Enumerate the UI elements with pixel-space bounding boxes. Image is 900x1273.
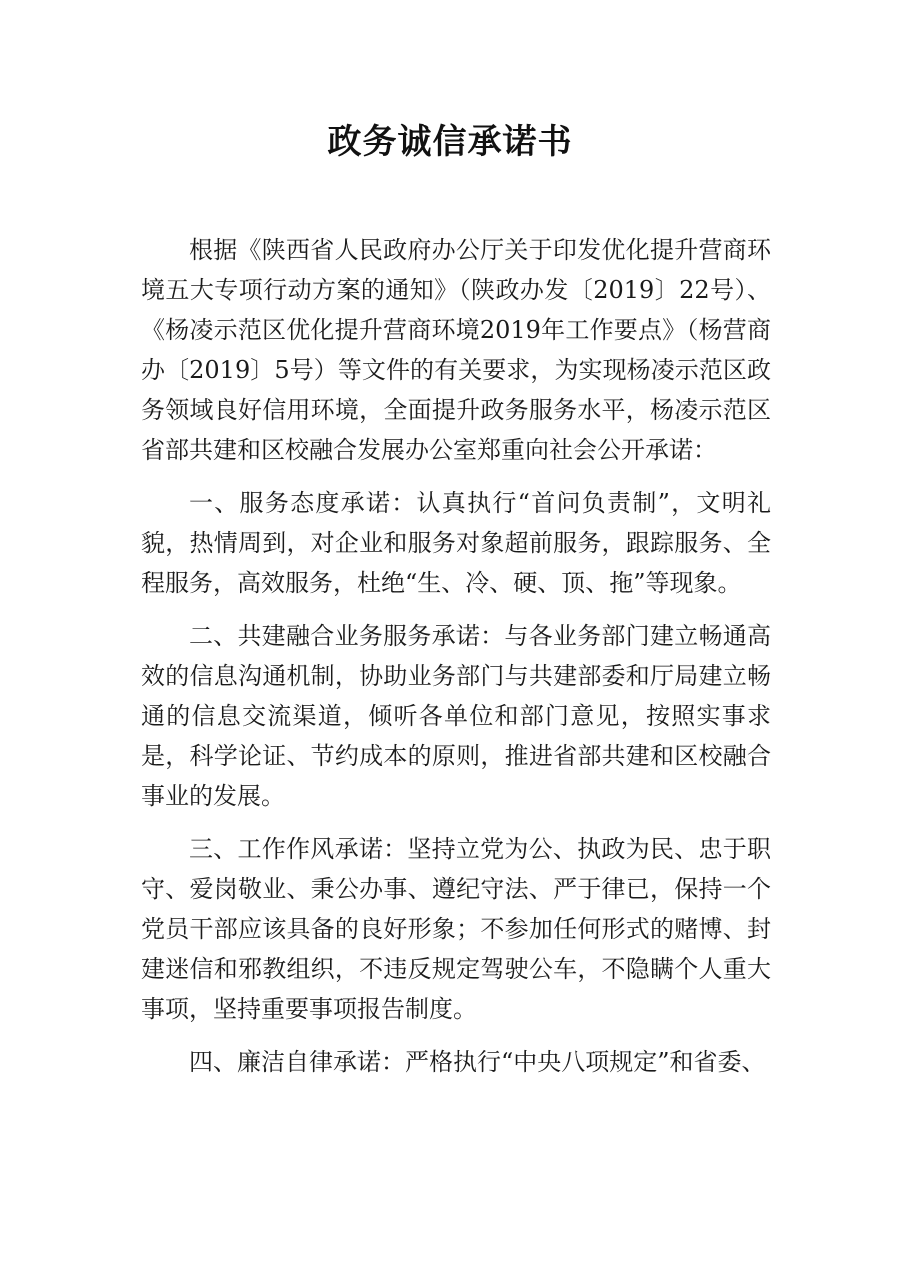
paragraph-integrity: 四、廉洁自律承诺：严格执行“中央八项规定”和省委、	[189, 1048, 766, 1076]
paragraph-service-attitude: 一、服务态度承诺：认真执行“首问负责制”，文明礼貌，热情周到，对企业和服务对象超前服务，跟踪服务、全程服务，高效服务，杜绝“生、冷、硬、顶、拖”等现象。	[141, 489, 771, 597]
document-body	[141, 230, 771, 1082]
paragraph-work-style: 三、工作作风承诺：坚持立党为公、执政为民、忠于职守、爱岗敬业、秉公办事、遵纪守法、严于律已，保持一个党员干部应该具备的良好形象；不参加任何形式的赌博、封建迷信和邪教组织，不违反规定驾驶公车，不隐瞒个人重大事项，坚持重要事项报告制度。	[141, 835, 771, 1023]
paragraph-joint-service: 二、共建融合业务服务承诺：与各业务部门建立畅通高效的信息沟通机制，协助业务部门与共建部委和厅局建立畅通的信息交流渠道，倾听各单位和部门意见，按照实事求是，科学论证、节约成本的原则，推进省部共建和区校融合事业的发展。	[141, 622, 771, 810]
paragraph-intro: 根据《陕西省人民政府办公厅关于印发优化提升营商环境五大专项行动方案的通知》（陕政办发〔2019〕22号）、《杨凌示范区优化提升营商环境2019年工作要点》（杨营商办〔2019〕5号）等文件的有关要求，为实现杨凌示范区政务领域良好信用环境，全面提升政务服务水平，杨凌示范区省部共建和区校融合发展办公室郑重向社会公开承诺：	[141, 236, 771, 464]
document-title: 政务诚信承诺书	[327, 122, 573, 162]
